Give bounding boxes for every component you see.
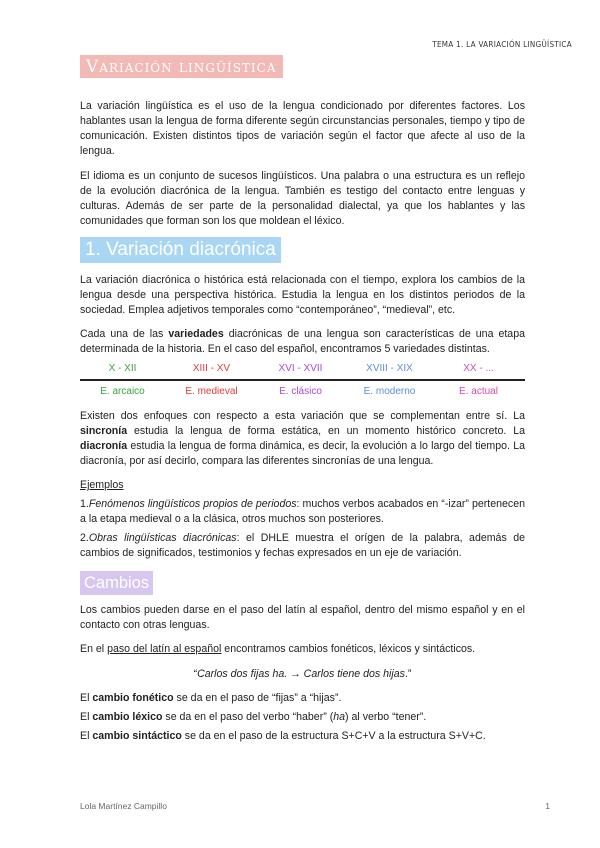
timeline-period: XIII - XV [192, 363, 231, 374]
text-run: Existen dos enfoques con respecto a esta variación que se complementan entre sí. La [80, 410, 525, 422]
timeline-period: XVIII - XIX [366, 363, 413, 374]
section-heading-cambios: Cambios [80, 571, 153, 595]
timeline-variety: E. moderno [363, 386, 416, 397]
timeline-variety: E. medieval [185, 386, 238, 397]
intro-paragraph-2: El idioma es un conjunto de sucesos lingüísticos. Una palabra o una estructura es un reflejo de la evolución diacrónica de la lengua. También es testigo del contacto entre lenguas y culturas. Además de ser parte de la personalidad dialectal, ya que los hablantes y las comunidades que forman son los que moldean el léxico. [80, 170, 525, 227]
text-run: se da en el paso de la estructura S+C+V a la estructura S+V+C. [181, 730, 486, 742]
italic-run: Obras lingüísticas diacrónicas [88, 532, 237, 544]
underlined-phrase: paso del latín al español [107, 643, 222, 655]
text-run: : muchos verbos acabados en “-izar” pertenecen a la etapa medieval o a la clásica, otros muchos son posteriores. [80, 498, 525, 525]
cambios-paragraph-1: Los cambios pueden darse en el paso del latín al español, dentro del mismo español y en el contacto con otras lenguas. [80, 604, 525, 631]
diacronica-paragraph-2 [80, 327, 525, 357]
timeline [80, 363, 525, 401]
timeline-axis [80, 379, 525, 381]
cambios-paragraph-2 [80, 642, 525, 657]
examples-heading: Ejemplos [80, 479, 124, 491]
keyword-sincronia: sincronía [80, 425, 128, 437]
timeline-variety: E. arcaico [100, 386, 145, 397]
keyword-cambio-fonetico: cambio fonético [92, 692, 174, 704]
section-heading-diacronica: 1. Variación diacrónica [80, 237, 281, 263]
text-run: encontramos cambios fonéticos, léxicos y sintácticos. [221, 643, 476, 655]
text-run: : el DHLE muestra el orígen de la palabra, además de cambios de significados, testimonios y fechas expresados en un eje de variación. [80, 532, 525, 559]
text-run: El [80, 711, 93, 723]
timeline-variety: E. actual [459, 386, 498, 397]
keyword-cambio-lexico: cambio léxico [92, 711, 163, 723]
keyword-variedades: variedades [168, 328, 224, 340]
example-1 [80, 497, 525, 527]
keyword-diacronia: diacronía [80, 440, 128, 452]
text-run: El [80, 730, 93, 742]
text-run: diacrónicas de una lengua son características de una etapa determinada de la historia. En el caso del español, encontramos 5 variedades distintas. [80, 328, 525, 355]
example-2 [80, 531, 525, 561]
text-run: El [80, 692, 93, 704]
intro-paragraph-1: La variación lingüística es el uso de la lengua condicionado por diferentes factores. Los hablantes usan la lengua de forma diferente según circunstancias personales, tiempo y tipo de comunicación. Existen distintos tipos de variación según el factor que afecte al uso de la lengua. [80, 100, 525, 157]
italic-run: Fenómenos lingüísticos propios de periodos [88, 498, 297, 510]
text-run: se da en el paso del verbo “haber” ( [162, 711, 334, 723]
text-run: estudia la lengua de forma estática, en un momento histórico concreto. La [127, 425, 525, 437]
cambio-lexico-line [80, 710, 525, 725]
text-run: 2. [80, 532, 89, 544]
page-title: Variación lingüística [80, 55, 283, 78]
timeline-variety: E. clásico [279, 386, 322, 397]
footer-author: Lola Martínez Campillo [80, 801, 167, 811]
italic-run: ha [333, 711, 346, 723]
running-header: TEMA 1. LA VARIACIÓN LINGÜÍSTICA [432, 40, 572, 49]
footer-page-number: 1 [545, 801, 550, 811]
timeline-period: XVI - XVII [278, 363, 323, 374]
keyword-cambio-sintactico: cambio sintáctico [92, 730, 182, 742]
timeline-period: X - XII [108, 363, 137, 374]
text-run: “ [193, 668, 198, 680]
text-run: .” [404, 668, 412, 680]
example-quote [80, 667, 525, 682]
text-run: estudia la lengua de forma dinámica, es decir, la evolución a lo largo del tiempo. La diacronía, por así decirlo, compara las diferentes sincronías de una lengua. [80, 440, 525, 467]
timeline-period: XX - ... [463, 363, 494, 374]
text-run: ) al verbo “tener”. [345, 711, 427, 723]
text-run: En el [80, 643, 108, 655]
cambio-sintactico-line [80, 729, 525, 744]
text-run: se da en el paso de “fijas” a “hijas”. [173, 692, 342, 704]
diacronica-paragraph-3 [80, 409, 525, 469]
text-run: 1. [80, 498, 89, 510]
diacronica-paragraph-1: La variación diacrónica o histórica está relacionada con el tiempo, explora los cambios de la lengua desde una perspectiva histórica. Estudia la lengua en los distintos periodos de la sociedad. Emplea adjetivos temporales como “contemporáneo”, “medieval”, etc. [80, 274, 525, 316]
text-run: Cada una de las [80, 328, 169, 340]
italic-run: Carlos dos fijas ha. → Carlos tiene dos hijas [197, 668, 405, 680]
cambio-fonetico-line [80, 691, 525, 706]
